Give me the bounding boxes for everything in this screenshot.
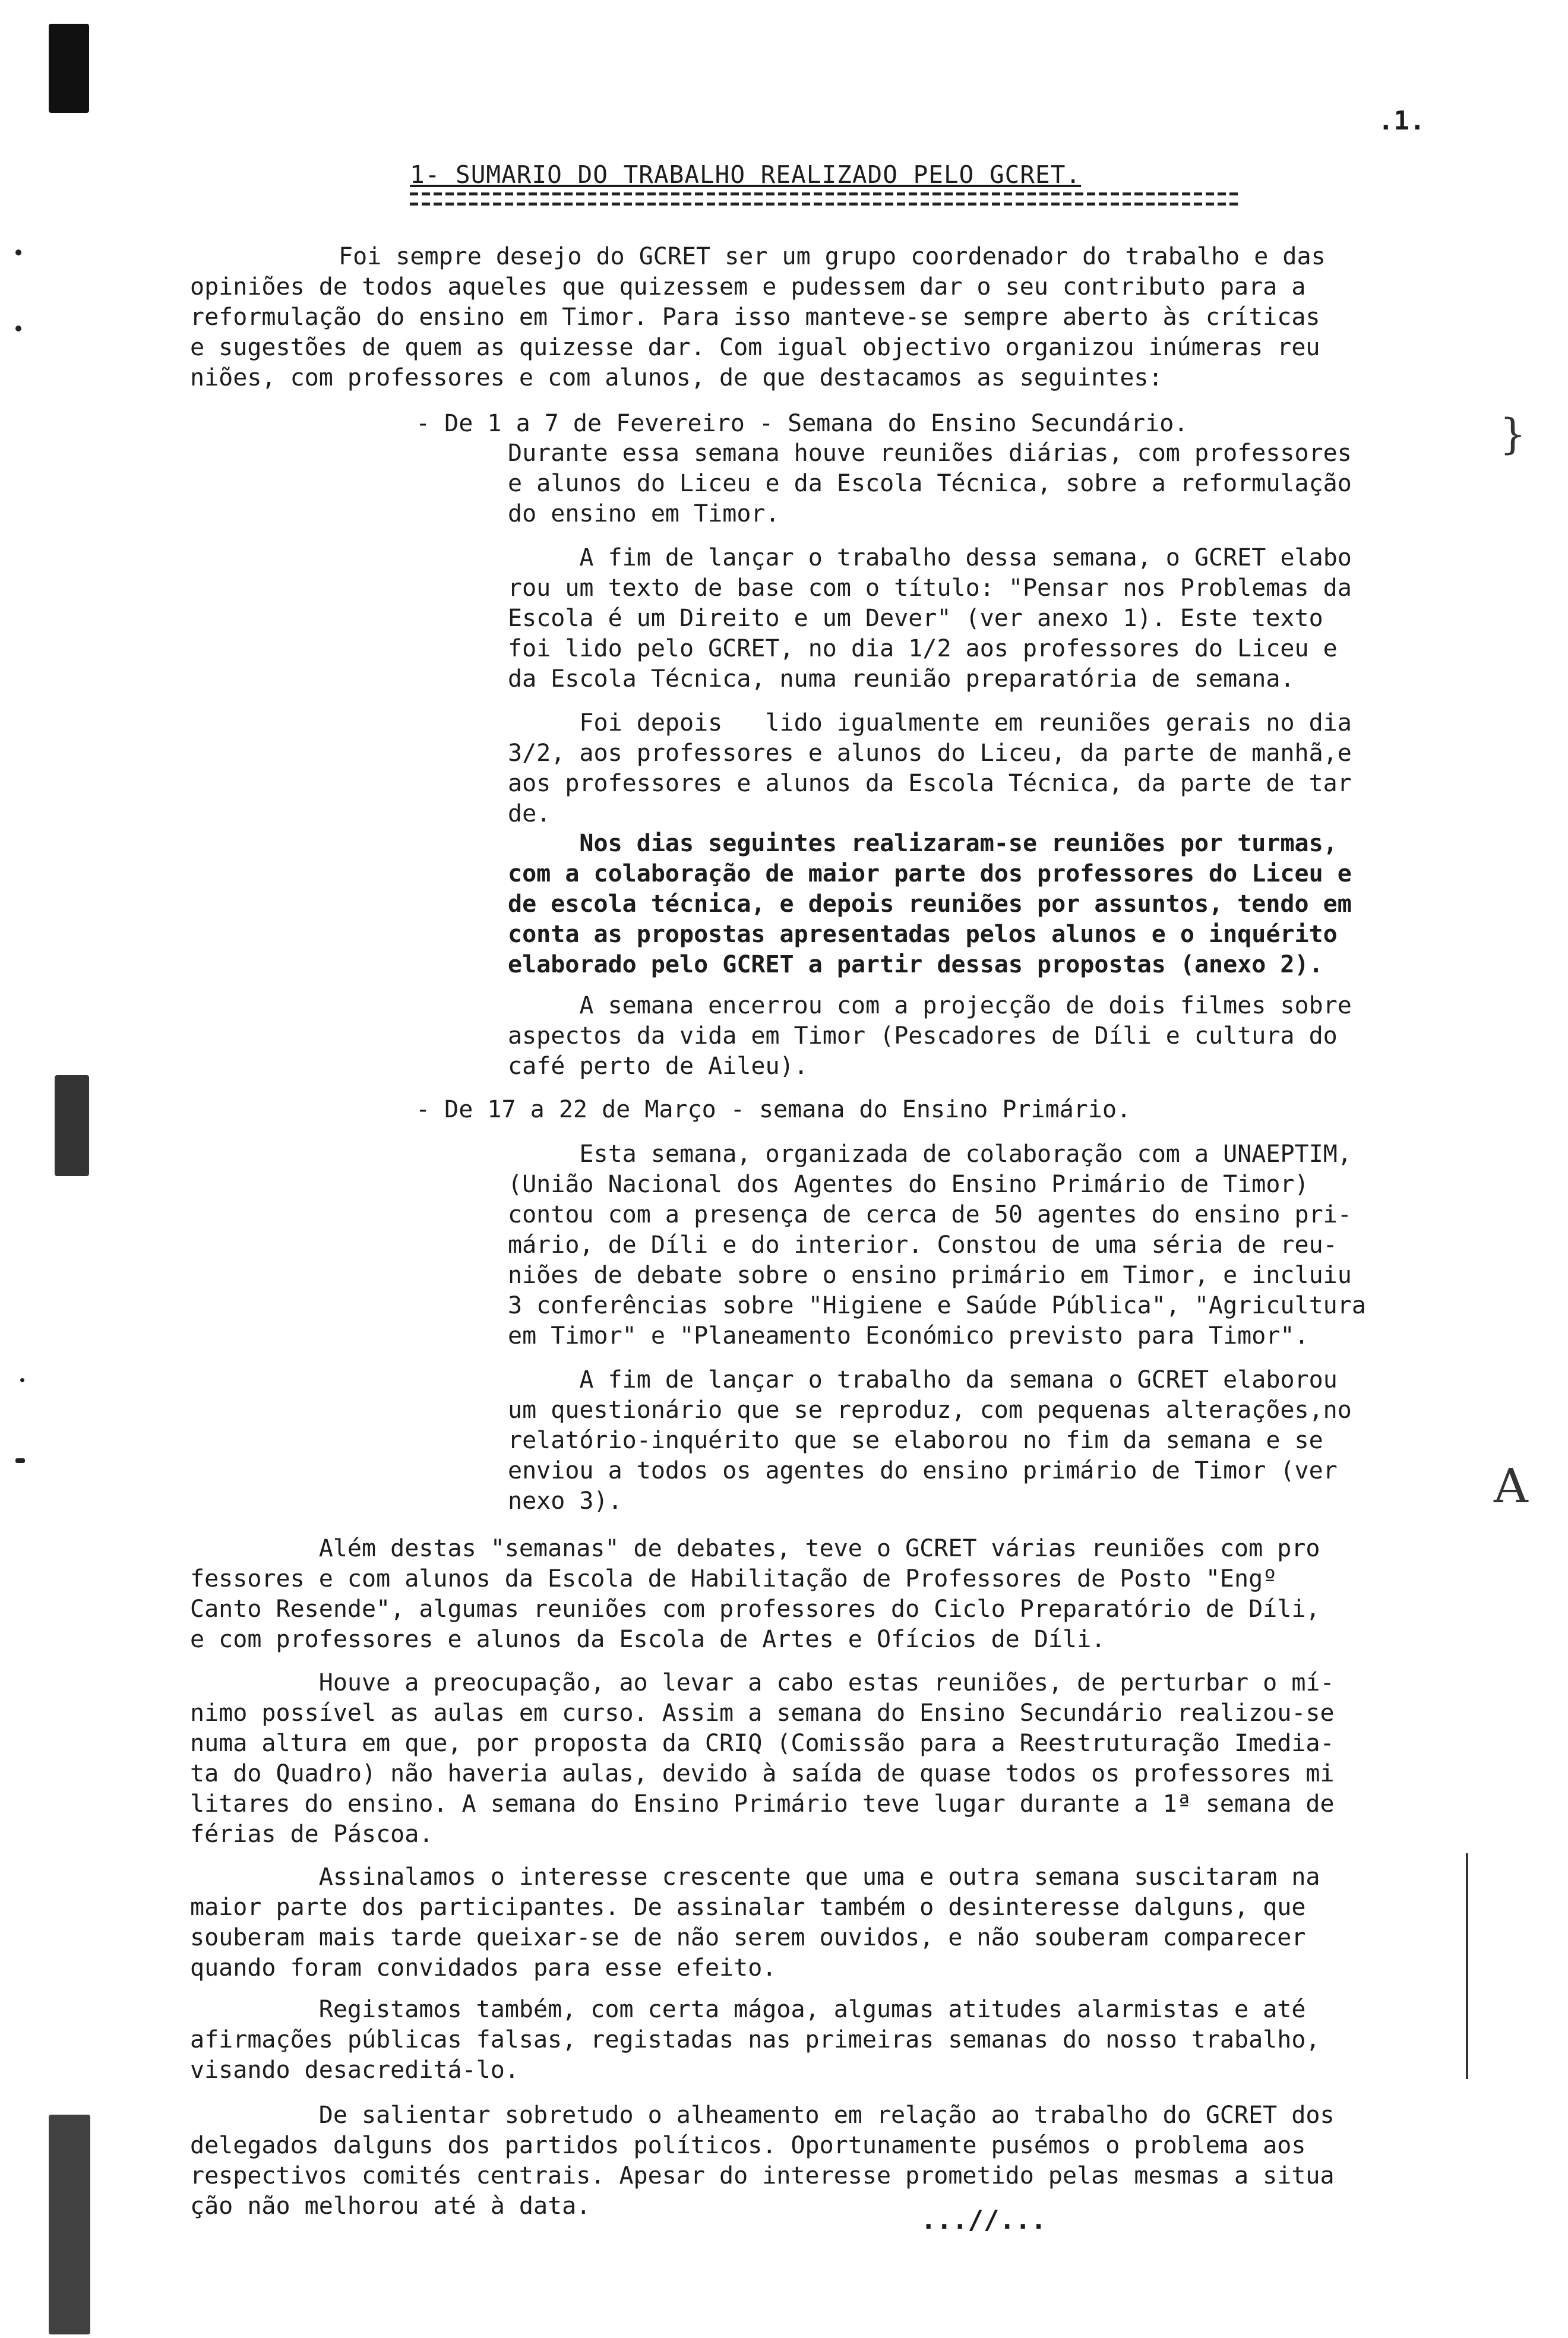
secondary-week-paragraph: Foi depois lido igualmente em reuniões gerais no dia 3/2, aos professores e alunos do Liceu, da parte de manhã,e aos professores e alunos da Escola Técnica, da parte de tar de. [508, 709, 1352, 827]
body-paragraph: Houve a preocupação, ao levar a cabo estas reuniões, de perturbar o mí- nimo possível as aulas em curso. Assim a semana do Ensino Secundário realizou-se numa altura em que, por proposta da CRIQ (Comissão para a Reestruturação Imedia- ta do Quadro) não haveria aulas, devido à saída de quase todos os professores mi litares do ensino. A semana do Ensino Primário teve lugar durante a 1ª semana de férias de Páscoa. [190, 1669, 1335, 1848]
secondary-week-title: - De 1 a 7 de Fevereiro - Semana do Ensino Secundário. [416, 410, 1188, 437]
secondary-week-paragraph: A semana encerrou com a projecção de dois filmes sobre aspectos da vida em Timor (Pescadores de Díli e cultura do café perto de Aileu). [508, 992, 1352, 1080]
margin-dot [15, 1458, 25, 1463]
scan-smudge-bottom [49, 2115, 90, 2334]
body-paragraph: Registamos também, com certa mágoa, algumas atitudes alarmistas e até afirmações públicas falsas, registadas nas primeiras semanas do nosso trabalho, visando desacreditá-lo. [190, 1996, 1320, 2084]
scan-smudge-top [49, 24, 89, 113]
body-paragraph: Assinalamos o interesse crescente que uma e outra semana suscitaram na maior parte dos participantes. De assinalar também o desinteresse dalguns, que souberam mais tarde queixar-se de não serem ouvidos, e não souberam comparecer quando foram convidados para esse efeito. [190, 1863, 1320, 1982]
body-paragraph: Além destas "semanas" de debates, teve o GCRET várias reuniões com pro fessores e com alunos da Escola de Habilitação de Professores de Posto "Engº Canto Resende", algumas reuniões com professores do Ciclo Preparatório de Díli, e com professores e alunos da Escola de Artes e Ofícios de Díli. [190, 1535, 1320, 1653]
margin-arrow-mark: A [1494, 1458, 1528, 1514]
margin-dot [15, 249, 21, 255]
primary-week-title: - De 17 a 22 de Março - semana do Ensino Primário. [416, 1096, 1131, 1123]
margin-dot [20, 1378, 24, 1382]
secondary-week-paragraph: Durante essa semana houve reuniões diárias, com professores e alunos do Liceu e da Escola Técnica, sobre a reformulação do ensino em Timor. [508, 440, 1352, 527]
scan-smudge-middle [55, 1075, 89, 1176]
primary-week-paragraph: A fim de lançar o trabalho da semana o GCRET elaborou um questionário que se reproduz, com pequenas alterações,no relatório-inquérito que se elaborou no fim da semana e se enviou a todos os agentes do ensino primário de Timor (ver nexo 3). [508, 1366, 1352, 1515]
heading-double-rule [410, 192, 1241, 206]
secondary-week-paragraph: Nos dias seguintes realizaram-se reuniões por turmas, com a colaboração de maior parte dos professores do Liceu e de escola técnica, e depois reuniões por assuntos, tendo em conta as propostas apresentadas pelos alunos e o inquérito elaborado pelo GCRET a partir dessas propostas (anexo 2). [508, 830, 1352, 978]
primary-week-paragraph: Esta semana, organizada de colaboração com a UNAEPTIM, (União Nacional dos Agentes do Ensino Primário de Timor) contou com a presença de cerca de 50 agentes do ensino pri- mário, de Díli e do interior. Constou de uma séria de reu- niões de debate sobre o ensino primário em Timor, e incluiu 3 conferências sobre "Higiene e Saúde Pública", "Agricultura em Timor" e "Planeamento Económico previsto para Timor". [508, 1140, 1366, 1350]
heading-block [410, 160, 1241, 206]
page-number: .1. [1378, 106, 1425, 136]
section-heading: 1- SUMARIO DO TRABALHO REALIZADO PELO GCRET. [410, 160, 1082, 189]
body-paragraph: De salientar sobretudo o alheamento em relação ao trabalho do GCRET dos delegados dalguns dos partidos políticos. Oportunamente pusémos o problema aos respectivos comités centrais. Apesar do interesse prometido pelas mesmas a situa ção não melhorou até à data. [190, 2102, 1335, 2220]
margin-dot [15, 326, 21, 331]
secondary-week-paragraph: A fim de lançar o trabalho dessa semana, o GCRET elabo rou um texto de base com o título: "Pensar nos Problemas da Escola é um Direito e um Dever" (ver anexo 1). Este texto foi lido pelo GCRET, no dia 1/2 aos professores do Liceu e da Escola Técnica, numa reunião preparatória de semana. [508, 544, 1352, 693]
continuation-mark: ...//... [921, 2205, 1047, 2235]
margin-bracket-mark: } [1500, 410, 1526, 459]
intro-paragraph: Foi sempre desejo do GCRET ser um grupo coordenador do trabalho e das opiniões de todos aqueles que quizessem e pudessem dar o seu contributo para a reformulação do ensino em Timor. Para isso manteve-se sempre aberto às críticas e sugestões de quem as quizesse dar. Com igual objectivo organizou inúmeras reu niões, com professores e com alunos, de que destacamos as seguintes: [190, 243, 1326, 391]
